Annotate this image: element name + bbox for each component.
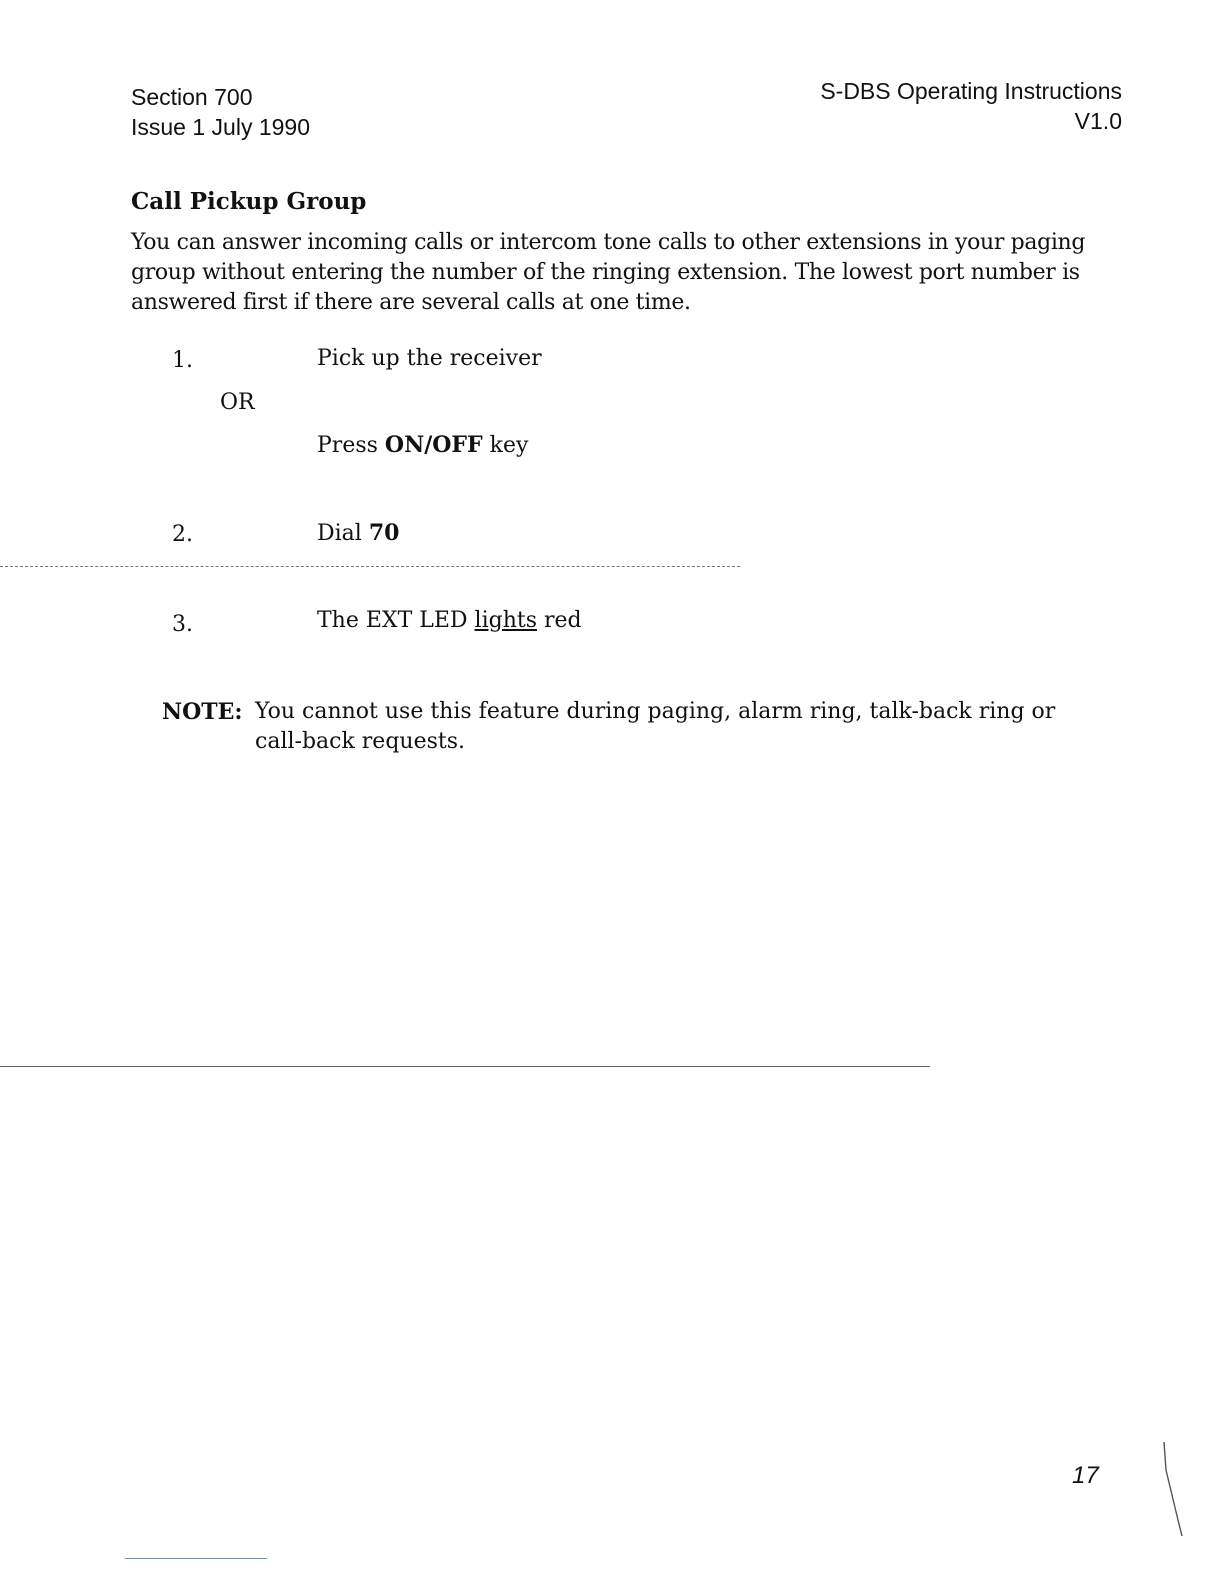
scan-line-2 [0, 1066, 930, 1067]
section-label: Section 700 [131, 84, 253, 110]
page-number: 17 [1072, 1462, 1099, 1489]
step-2-prefix: Dial [317, 521, 369, 546]
document-version: V1.0 [1074, 108, 1122, 134]
step-1b-suffix: key [482, 433, 529, 458]
header-right [820, 76, 1122, 136]
document-title: S-DBS Operating Instructions [820, 78, 1122, 104]
step-3-text [317, 608, 582, 633]
dial-code: 70 [368, 520, 400, 546]
note-line-1: You cannot use this feature during paging, alarm ring, talk-back ring or [255, 699, 1056, 724]
bottom-rule [125, 1558, 267, 1559]
step-2-number: 2. [172, 522, 193, 547]
step-1b-text [317, 432, 528, 458]
section-title: Call Pickup Group [131, 188, 367, 215]
step-1-number: 1. [172, 348, 193, 373]
note-label: NOTE: [162, 699, 243, 725]
step-3-prefix: The EXT LED [317, 608, 475, 633]
scan-line-1 [0, 566, 740, 567]
on-off-key: ON/OFF [384, 432, 483, 458]
step-3-suffix: red [537, 608, 582, 633]
or-label: OR [220, 390, 255, 415]
note-line-2: call-back requests. [255, 729, 466, 754]
scan-mark-icon [1150, 1440, 1190, 1540]
step-3-emphasis: lights [474, 608, 538, 633]
header-left [131, 82, 310, 142]
intro-paragraph: You can answer incoming calls or intercom tone calls to other extensions in your paging group without entering the number of the ringing extension. The lowest port number is answered first if there are several calls at one time. [131, 230, 1086, 315]
step-1-text: Pick up the receiver [317, 346, 542, 371]
step-1b-prefix: Press [317, 433, 385, 458]
step-3-number: 3. [172, 612, 193, 637]
issue-date: Issue 1 July 1990 [131, 114, 311, 140]
step-2-text [317, 520, 399, 546]
note-block [162, 697, 1128, 754]
